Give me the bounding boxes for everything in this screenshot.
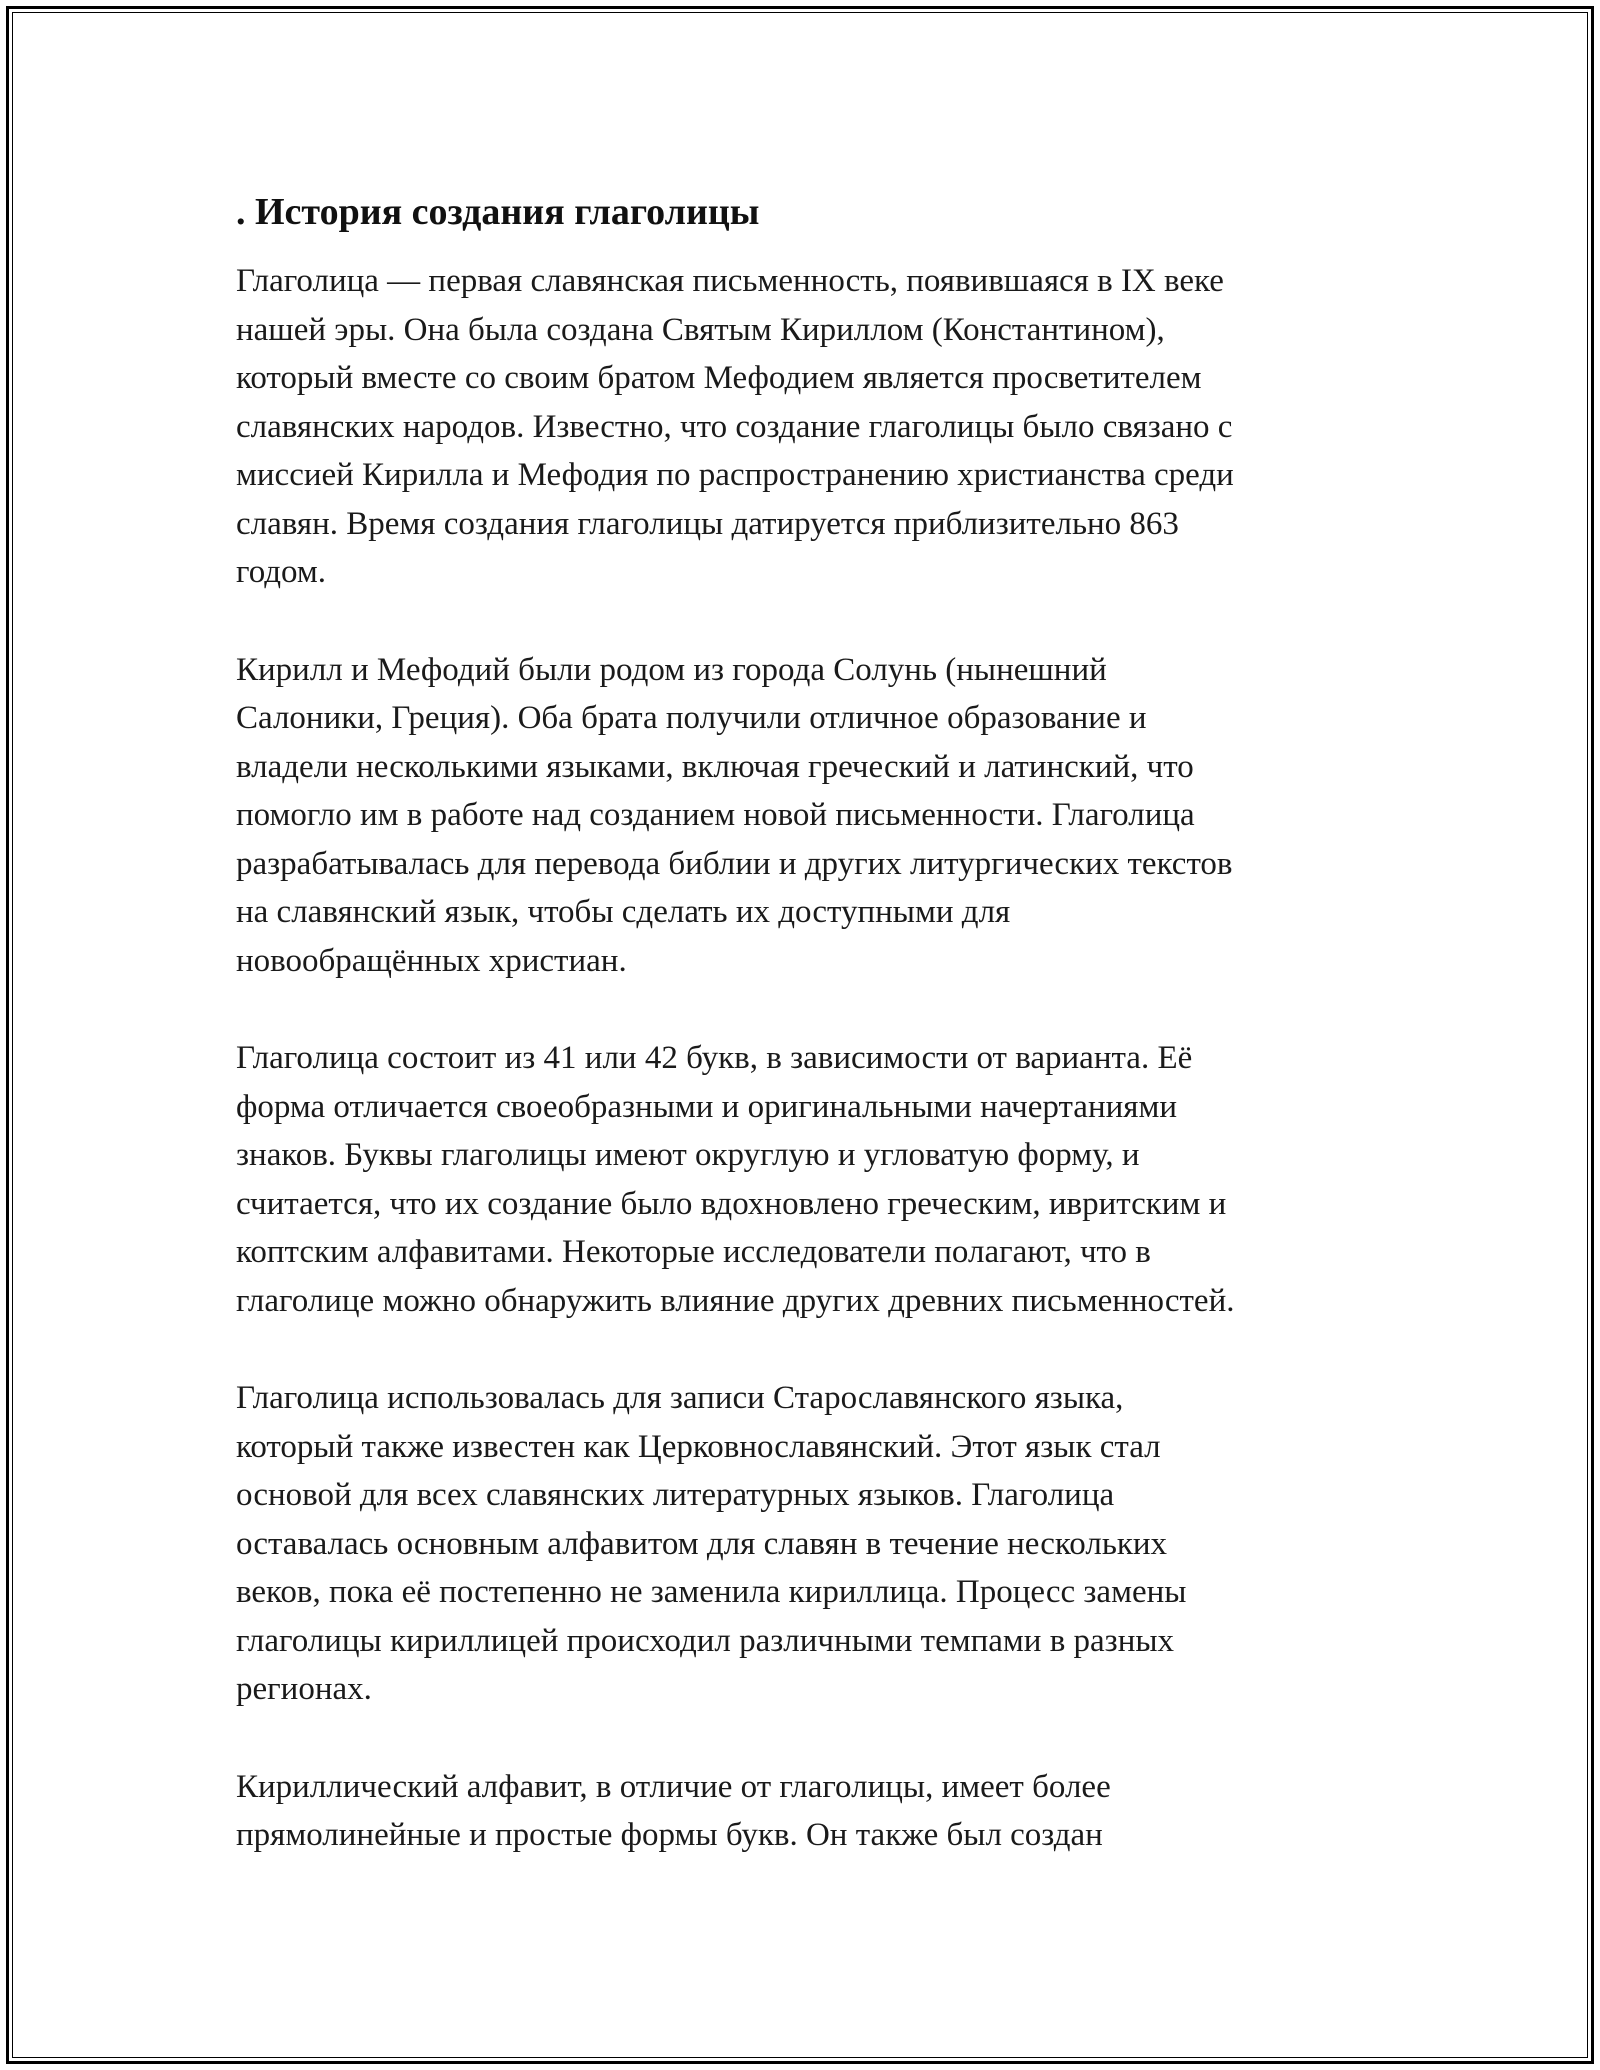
document-title: . История создания глаголицы — [236, 191, 760, 233]
paragraph: Глаголица состоит из 41 или 42 букв, в зависимости от варианта. Её форма отличается своеобразными и оригинальными начертаниями знаков. Буквы глаголицы имеют округлую и угловатую форму, и считается, что их создание было вдохновлено греческим, ивритским и коптским алфавитами. Некоторые исследователи полагают, что в глаголице можно обнаружить влияние других древних письменностей. — [236, 1040, 1235, 1319]
paragraph: Глаголица использовалась для записи Старославянского языка, который также известен как Церковнославянский. Этот язык стал основой для всех славянских литературных языков. Глаголица оставалась основным алфавитом для славян в течение нескольких веков, пока её постепенно не заменила кириллица. Процесс замены глаголицы кириллицей происходил различными темпами в разных регионах. — [236, 1380, 1187, 1707]
document-body — [236, 188, 1376, 1860]
paragraph: Глаголица — первая славянская письменность, появившаяся в IX веке нашей эры. Она была создана Святым Кириллом (Константином), который вместе со своим братом Мефодием является просветителем славянских народов. Известно, что создание глаголицы было связано с миссией Кирилла и Мефодия по распространению христианства среди славян. Время создания глаголицы датируется приблизительно 863 годом. — [236, 263, 1234, 590]
paragraph: Кирилл и Мефодий были родом из города Солунь (нынешний Салоники, Греция). Оба брата получили отличное образование и владели несколькими языками, включая греческий и латинский, что помогло им в работе над созданием новой письменности. Глаголица разрабатывалась для перевода библии и других литургических текстов на славянский язык, чтобы сделать их доступными для новообращённых христиан. — [236, 651, 1233, 979]
paragraph: Кириллический алфавит, в отличие от глаголицы, имеет более прямолинейные и простые формы букв. Он также был создан — [236, 1768, 1111, 1853]
